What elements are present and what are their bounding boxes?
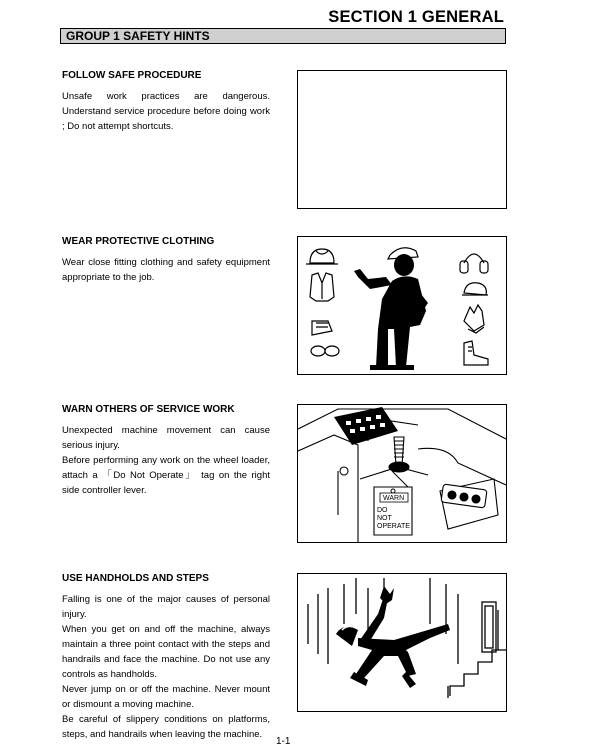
text-warn-others	[62, 423, 270, 498]
group-title: GROUP 1 SAFETY HINTS	[66, 29, 210, 43]
heading-warn-others: WARN OTHERS OF SERVICE WORK	[62, 404, 235, 415]
paragraph: When you get on and off the machine, always maintain a three point contact with the steps and handrails and face the machine. Do not use any controls as handholds.	[62, 624, 270, 680]
hard-hat-icon	[306, 249, 338, 264]
paragraph: Falling is one of the major causes of personal injury.	[62, 594, 270, 620]
text-follow-safe-procedure	[62, 89, 270, 134]
do-not-operate-tag	[374, 471, 412, 535]
control-lever	[389, 437, 409, 472]
group-title-bar	[60, 28, 506, 44]
falling-worker-figure	[336, 586, 450, 688]
falling-person-illustration	[297, 573, 507, 712]
ear-muffs-icon	[460, 254, 488, 273]
steps-and-handrail	[448, 602, 506, 698]
control-buttons	[441, 484, 487, 508]
tag-line-1: DO	[377, 507, 388, 514]
tag-warn-label: WARN	[383, 495, 405, 502]
goggles-icon	[311, 346, 339, 356]
paragraph: Unsafe work practices are dangerous. Understand service procedure before doing work ; Do not attempt shortcuts.	[62, 91, 270, 132]
safety-vest-icon	[310, 273, 334, 301]
respirator-icon	[312, 321, 332, 335]
paragraph: Unexpected machine movement can cause serious injury.	[62, 425, 270, 451]
text-wear-protective-clothing	[62, 255, 270, 285]
heading-wear-protective-clothing: WEAR PROTECTIVE CLOTHING	[62, 236, 215, 247]
boots-icon	[464, 341, 488, 365]
tag-line-2: NOT	[377, 515, 392, 522]
paragraph: Be careful of slippery conditions on platforms, steps, and handrails when leaving the machine.	[62, 714, 270, 740]
cap-icon	[462, 283, 488, 295]
paragraph: Before performing any work on the wheel loader, attach a 「Do Not Operate」 tag on the right side controller lever.	[62, 455, 270, 496]
paragraph: Wear close fitting clothing and safety equipment appropriate to the job.	[62, 257, 270, 283]
heading-follow-safe-procedure: FOLLOW SAFE PROCEDURE	[62, 70, 202, 81]
paragraph: Never jump on or off the machine. Never mount or dismount a moving machine.	[62, 684, 270, 710]
section-title: SECTION 1 GENERAL	[328, 8, 504, 26]
text-use-handholds	[62, 592, 270, 742]
heading-use-handholds: USE HANDHOLDS AND STEPS	[62, 573, 209, 584]
tag-line-3: OPERATE	[377, 523, 410, 530]
protective-clothing-illustration	[297, 236, 507, 375]
worker-figure	[354, 248, 428, 370]
warning-tag-illustration	[297, 404, 507, 543]
blank-illustration-frame	[297, 70, 507, 209]
page-number: 1-1	[276, 736, 291, 747]
gloves-icon	[464, 305, 484, 333]
